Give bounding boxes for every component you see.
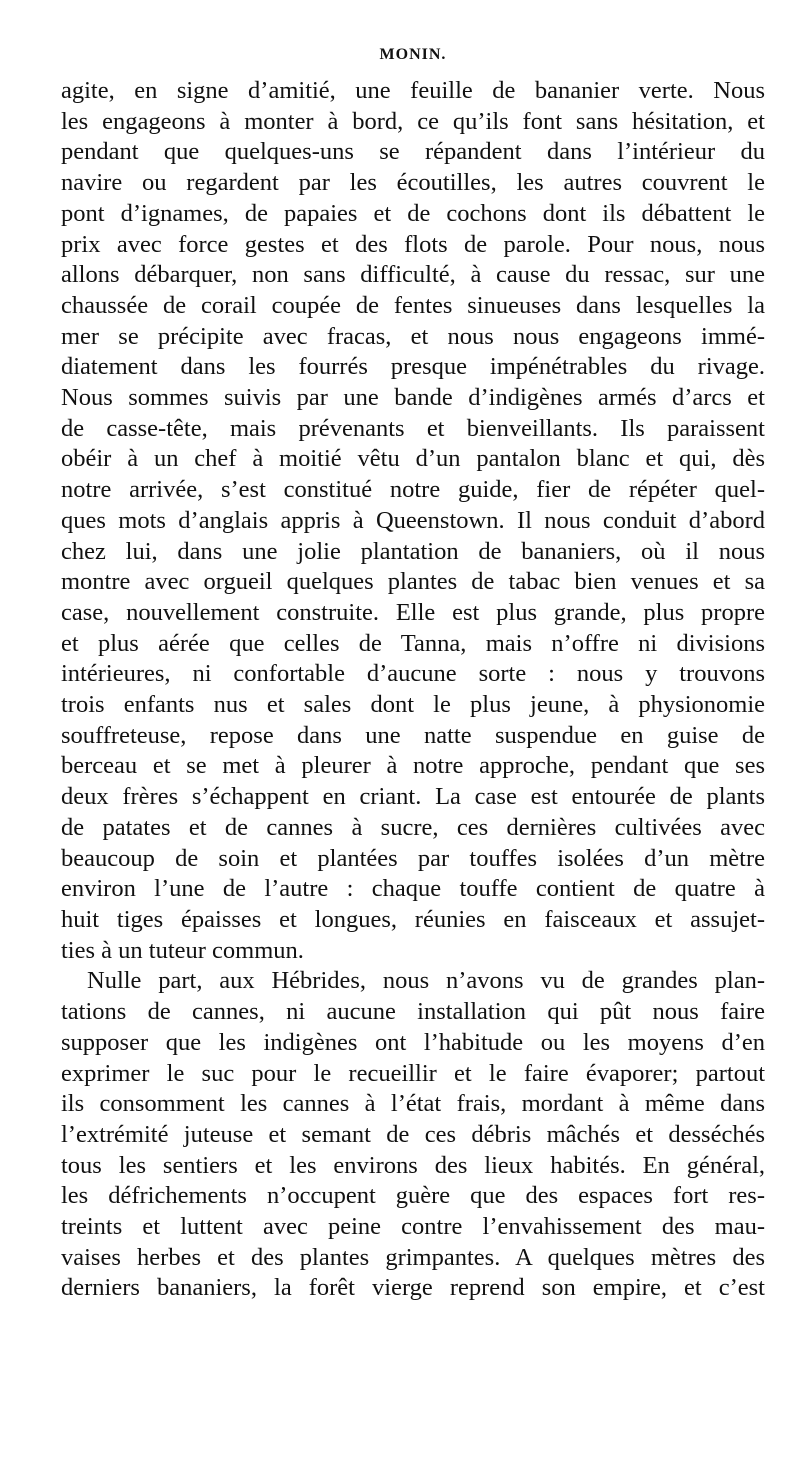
body-text (61, 76, 765, 1304)
text-line: prix avec force gestes et des flots de parole. Pour nous, nous (61, 230, 765, 258)
text-line: pendant que quelques-uns se répandent dans l’intérieur du (61, 138, 765, 166)
text-line: ques mots d’anglais appris à Queenstown. Il nous conduit d’abord (61, 506, 765, 534)
text-line: les défrichements n’occupent guère que des espaces fort res- (61, 1182, 765, 1210)
text-line: les engageons à monter à bord, ce qu’ils font sans hésitation, et (61, 107, 765, 135)
text-line: tous les sentiers et les environs des lieux habités. En général, (61, 1151, 765, 1179)
text-line: ties à un tuteur commun. (61, 936, 304, 964)
text-line: de patates et de cannes à sucre, ces dernières cultivées avec (61, 813, 765, 841)
text-line: navire ou regardent par les écoutilles, les autres couvrent le (61, 169, 765, 197)
text-line: berceau et se met à pleurer à notre approche, pendant que ses (61, 752, 765, 780)
text-line: obéir à un chef à moitié vêtu d’un pantalon blanc et qui, dès (61, 445, 765, 473)
text-line: beaucoup de soin et plantées par touffes isolées d’un mètre (61, 844, 765, 872)
text-line: ils consomment les cannes à l’état frais, mordant à même dans (61, 1090, 765, 1118)
paragraph (61, 966, 765, 1304)
text-line: intérieures, ni confortable d’aucune sorte : nous y trouvons (61, 660, 765, 688)
text-line: diatement dans les fourrés presque impénétrables du rivage. (61, 353, 765, 381)
book-page (61, 44, 765, 1304)
text-line: tations de cannes, ni aucune installation qui pût nous faire (61, 998, 765, 1026)
running-head: MONIN. (379, 46, 447, 63)
text-line: supposer que les indigènes ont l’habitude ou les moyens d’en (61, 1028, 765, 1056)
text-line: agite, en signe d’amitié, une feuille de bananier verte. Nous (61, 77, 765, 104)
text-line: trois enfants nus et sales dont le plus jeune, à physionomie (61, 691, 765, 719)
text-line: allons débarquer, non sans difficulté, à cause du ressac, sur une (61, 261, 765, 289)
text-line: l’extrémité juteuse et semant de ces débris mâchés et desséchés (61, 1120, 765, 1148)
text-line: Nulle part, aux Hébrides, nous n’avons vu de grandes plan- (87, 967, 765, 995)
text-line: pont d’ignames, de papaies et de cochons dont ils débattent le (61, 199, 765, 227)
text-line: derniers bananiers, la forêt vierge reprend son empire, et c’est (61, 1274, 765, 1302)
text-line: de casse-tête, mais prévenants et bienveillants. Ils paraissent (61, 414, 765, 442)
text-line: treints et luttent avec peine contre l’envahissement des mau- (61, 1213, 765, 1241)
paragraph (61, 76, 765, 966)
text-line: notre arrivée, s’est constitué notre guide, fier de répéter quel- (61, 476, 765, 504)
text-line: chez lui, dans une jolie plantation de bananiers, où il nous (61, 537, 765, 565)
text-line: huit tiges épaisses et longues, réunies en faisceaux et assujet- (61, 905, 765, 933)
text-line: mer se précipite avec fracas, et nous nous engageons immé- (61, 322, 765, 350)
text-line: vaises herbes et des plantes grimpantes. A quelques mètres des (61, 1243, 765, 1271)
text-line: souffreteuse, repose dans une natte suspendue en guise de (61, 721, 765, 749)
text-line: environ l’une de l’autre : chaque touffe contient de quatre à (61, 875, 765, 903)
text-line: exprimer le suc pour le recueillir et le faire évaporer; partout (61, 1059, 765, 1087)
text-line: case, nouvellement construite. Elle est plus grande, plus propre (61, 598, 765, 626)
text-line: et plus aérée que celles de Tanna, mais n’offre ni divisions (61, 629, 765, 657)
text-line: Nous sommes suivis par une bande d’indigènes armés d’arcs et (61, 384, 765, 412)
text-line: chaussée de corail coupée de fentes sinueuses dans lesquelles la (61, 291, 765, 319)
text-line: montre avec orgueil quelques plantes de tabac bien venues et sa (61, 568, 765, 596)
text-line: deux frères s’échappent en criant. La case est entourée de plants (61, 783, 765, 811)
